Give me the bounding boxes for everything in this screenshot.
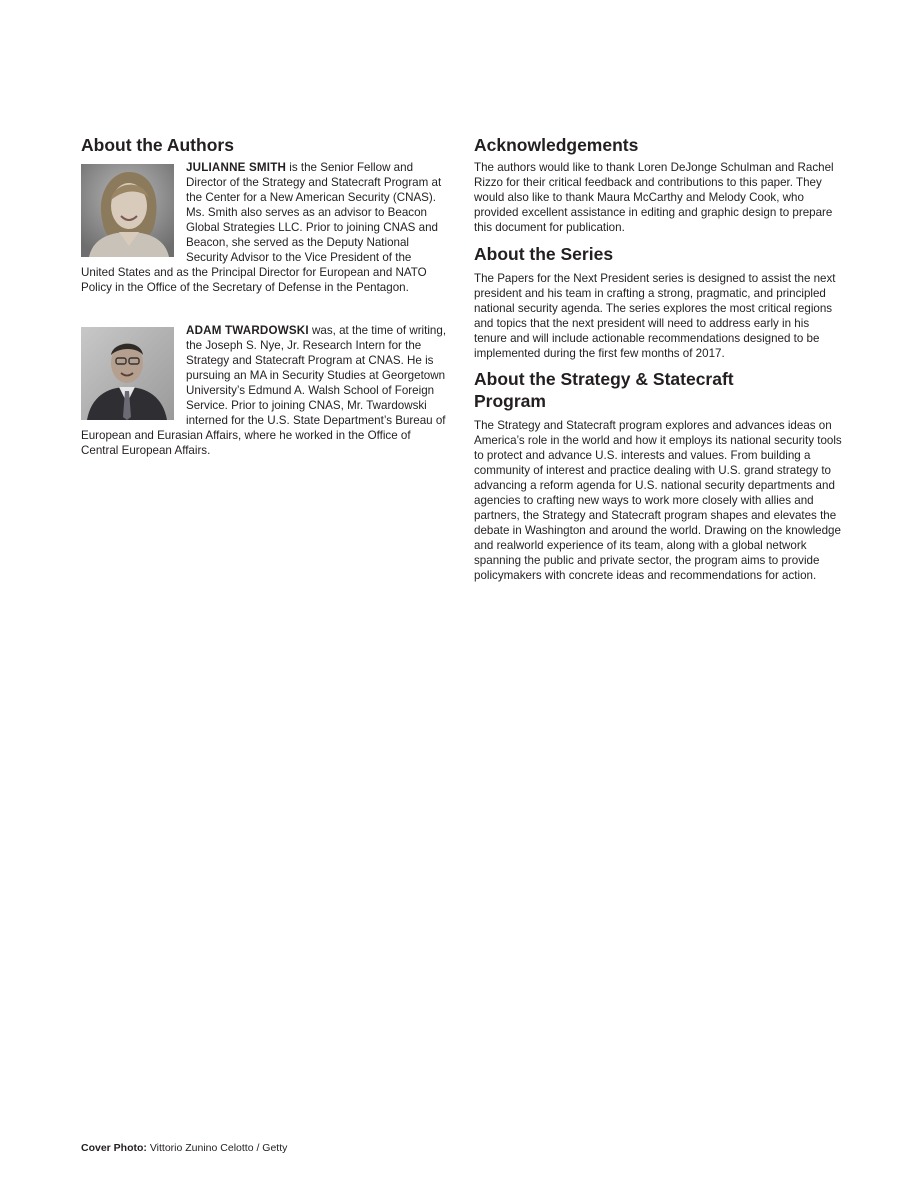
acknowledgements-text: The authors would like to thank Loren DeJonge Schulman and Rachel Rizzo for their critical feedback and contributions to this paper. They would also like to thank Maura McCarthy and Melody Cook, who provided excellent assistance in editing and graphic design to prepare this document for publication. [474,161,834,234]
cover-photo-label: Cover Photo: [81,1142,147,1154]
acknowledgements-heading: Acknowledgements [474,135,639,155]
author-bio-smith-body: is the Senior Fellow and Director of the Strategy and Statecraft Program at the Center for a New American Security (CNAS). Ms. Smith also serves as an advisor to Beacon Global Strategies LLC. Prior to joining CNAS and Beacon, she served as the Deputy National Security Advisor to the Vice President of the United States and as the Principal Director for European and NATO Policy in the Office of the Secretary of Defense in the Pentagon. [81,161,442,294]
authors-column [81,134,447,458]
program-heading: About the Strategy & Statecraft Program [474,369,734,411]
author-photo-twardowski [81,327,174,420]
cover-photo-credit [81,1142,287,1155]
author-name-smith: JULIANNE SMITH [186,161,287,174]
info-column [474,134,842,583]
series-text: The Papers for the Next President series is designed to assist the next president and his team in crafting a strong, pragmatic, and principled national security agenda. The series explores the most critical regions and topics that the next president will need to address early in his tenure and will include actionable recommendations designed to be implemented during the first few months of 2017. [474,272,836,360]
author-photo-smith [81,164,174,257]
series-heading: About the Series [474,244,614,264]
cover-photo-credit-text: Vittorio Zunino Celotto / Getty [146,1142,288,1154]
author-name-twardowski: ADAM TWARDOWSKI [186,324,309,337]
author-bio-twardowski [81,323,447,458]
author-bio-smith [81,160,447,295]
authors-heading: About the Authors [81,135,234,155]
program-text: The Strategy and Statecraft program explores and advances ideas on America’s role in the world and how it employs its national security tools to protect and advance U.S. interests and values. From building a community of interest and practice dealing with U.S. grand strategy to advancing a reform agenda for U.S. national security departments and agencies to crafting new ways to work more closely with allies and partners, the Strategy and Statecraft program shapes and elevates the debate in Washington and around the world. Drawing on the knowledge and realworld experience of its team, along with a global network spanning the public and private sector, the program aims to provide policymakers with concrete ideas and recommendations for action. [474,419,842,582]
author-bio-twardowski-body: was, at the time of writing, the Joseph S. Nye, Jr. Research Intern for the Strategy and Statecraft Program at CNAS. He is pursuing an MA in Security Studies at Georgetown University’s Edmund A. Walsh School of Foreign Service. Prior to joining CNAS, Mr. Twardowski interned for the U.S. State Department’s Bureau of European and Eurasian Affairs, where he worked in the Office of Central European Affairs. [81,324,447,457]
